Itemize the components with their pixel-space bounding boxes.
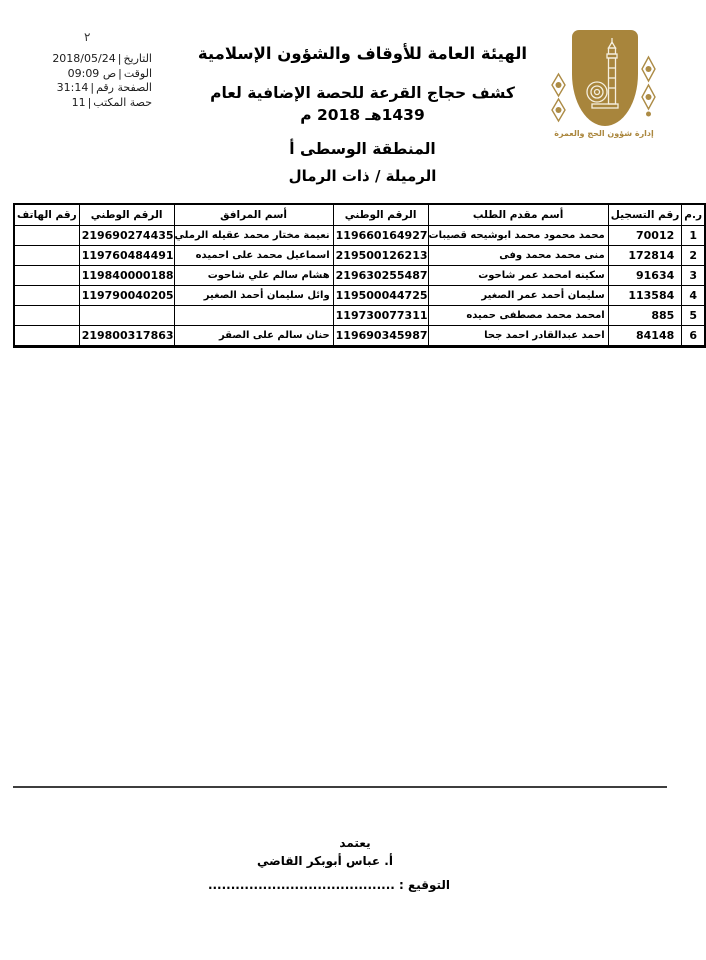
cell-row-number: 4	[682, 286, 705, 306]
meta-quota-value: 11	[71, 95, 86, 109]
table-row	[14, 286, 705, 306]
cell-applicant-name: امحمد محمد مصطفى حميده	[428, 306, 608, 326]
cell-registration: 172814	[608, 246, 682, 266]
meta-separator: |	[118, 66, 122, 80]
cell-applicant-name: احمد عبدالقادر احمد جحا	[428, 326, 608, 347]
cell-phone	[14, 246, 79, 266]
col-header-row-number: ر.م	[682, 204, 705, 226]
meta-time-label: الوقت	[123, 66, 152, 80]
cell-applicant-national-id: 219630255487	[333, 266, 428, 286]
logo-caption: إدارة شؤون الحج والعمرة	[554, 129, 654, 138]
cell-row-number: 1	[682, 226, 705, 246]
hajj-authority-logo	[548, 28, 660, 150]
cell-registration: 885	[608, 306, 682, 326]
col-header-companion-name: أسم المرافق	[174, 204, 333, 226]
cell-companion-name: حنان سالم على الصقر	[174, 326, 333, 347]
cell-phone	[14, 306, 79, 326]
table-row	[14, 266, 705, 286]
cell-applicant-name: منى محمد محمد وفى	[428, 246, 608, 266]
report-title-line2: 1439هـ 2018 م	[300, 106, 425, 124]
cell-companion-name	[174, 306, 333, 326]
col-header-companion-national-id: الرقم الوطني	[79, 204, 174, 226]
cell-applicant-national-id: 219500126213	[333, 246, 428, 266]
cell-companion-name: نعيمة مختار محمد عقيله الرملي	[174, 226, 333, 246]
col-header-applicant-national-id: الرقم الوطني	[333, 204, 428, 226]
logo-left-ornament-icon	[550, 72, 567, 124]
cell-applicant-name: محمد محمود محمد ابوشيحه قصيبات	[428, 226, 608, 246]
cell-row-number: 5	[682, 306, 705, 326]
cell-registration: 91634	[608, 266, 682, 286]
logo-right-ornament-icon	[640, 55, 657, 119]
cell-applicant-name: سليمان أحمد عمر الصغير	[428, 286, 608, 306]
cell-applicant-national-id: 119730077311	[333, 306, 428, 326]
cell-row-number: 2	[682, 246, 705, 266]
cell-phone	[14, 266, 79, 286]
cell-phone	[14, 286, 79, 306]
page-number-marker: ٢	[84, 30, 91, 44]
region-title: المنطقة الوسطى أ	[289, 140, 436, 158]
cell-companion-national-id: 119760484491	[79, 246, 174, 266]
cell-registration: 84148	[608, 326, 682, 347]
meta-date-label: التاريخ	[123, 52, 152, 65]
footer-divider-line	[13, 786, 667, 788]
cell-applicant-national-id: 119660164927	[333, 226, 428, 246]
meta-time-row	[25, 67, 152, 82]
cell-applicant-national-id: 119690345987	[333, 326, 428, 347]
meta-quota-row	[25, 96, 152, 111]
print-meta-block	[25, 52, 152, 110]
meta-page-label: الصفحة رقم	[96, 81, 152, 94]
meta-page-value: 31:14	[56, 81, 89, 94]
cell-registration: 70012	[608, 226, 682, 246]
meta-date-value: 2018/05/24	[52, 52, 116, 65]
cell-companion-national-id	[79, 306, 174, 326]
table-row	[14, 226, 705, 246]
cell-phone	[14, 226, 79, 246]
minaret-icon	[572, 30, 638, 126]
cell-registration: 113584	[608, 286, 682, 306]
pilgrims-table	[13, 203, 706, 348]
cell-row-number: 3	[682, 266, 705, 286]
cell-companion-national-id: 219690274435	[79, 226, 174, 246]
table-row	[14, 326, 705, 347]
cell-applicant-name: سكينه امحمد عمر شاحوت	[428, 266, 608, 286]
cell-companion-national-id: 119790040205	[79, 286, 174, 306]
report-title-line1: كشف حجاج القرعة للحصة الإضافية لعام	[210, 84, 515, 102]
office-title: الرميلة / ذات الرمال	[288, 167, 437, 185]
meta-time-value: 09:09 ص	[67, 66, 117, 80]
meta-separator: |	[90, 81, 95, 94]
cell-companion-name: هشام سالم علي شاحوت	[174, 266, 333, 286]
cell-companion-national-id: 219800317863	[79, 326, 174, 347]
cell-companion-national-id: 119840000188	[79, 266, 174, 286]
meta-page-row	[25, 81, 152, 96]
table-row	[14, 246, 705, 266]
approver-name: أ. عباس أبوبكر القاضي	[257, 854, 393, 868]
meta-separator: |	[117, 52, 122, 65]
meta-quota-label: حصة المكتب	[93, 95, 152, 109]
table-header-row	[14, 204, 705, 226]
col-header-phone: رقم الهاتف	[14, 204, 79, 226]
col-header-applicant-name: أسم مقدم الطلب	[428, 204, 608, 226]
logo-shield	[572, 30, 638, 126]
approval-label: يعتمد	[339, 836, 371, 850]
organization-title: الهيئة العامة للأوقاف والشؤون الإسلامية	[197, 44, 528, 63]
meta-separator: |	[87, 95, 92, 109]
cell-row-number: 6	[682, 326, 705, 347]
table-row	[14, 306, 705, 326]
cell-companion-name: اسماعيل محمد على احميده	[174, 246, 333, 266]
cell-phone	[14, 326, 79, 347]
cell-companion-name: وائل سليمان أحمد الصغير	[174, 286, 333, 306]
signature-line: التوقيع : .........................................	[207, 878, 450, 892]
col-header-registration: رقم التسجيل	[608, 204, 682, 226]
cell-applicant-national-id: 119500044725	[333, 286, 428, 306]
meta-date-row	[25, 52, 152, 67]
